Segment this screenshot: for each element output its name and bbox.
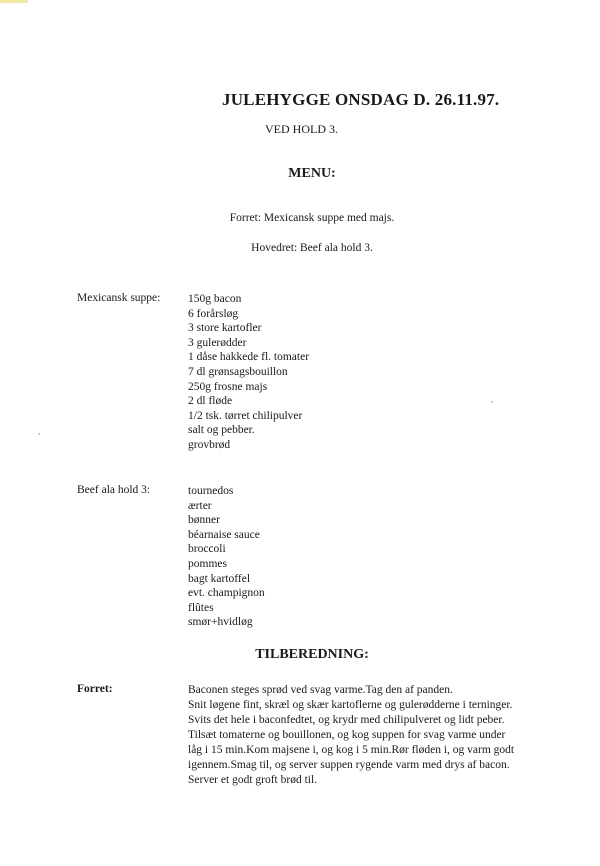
ingredient-item: 7 dl grønsagsbouillon bbox=[188, 365, 288, 378]
document-title: JULEHYGGE ONSDAG D. 26.11.97. bbox=[222, 90, 500, 109]
ingredient-list bbox=[188, 484, 265, 630]
scan-speck bbox=[38, 433, 40, 435]
ingredient-item: broccoli bbox=[188, 543, 226, 556]
ingredient-item: 2 dl fløde bbox=[188, 395, 233, 408]
ingredient-item: bagt kartoffel bbox=[188, 572, 251, 585]
ingredient-item: tournedos bbox=[188, 485, 234, 497]
ingredient-item: 1 dåse hakkede fl. tomater bbox=[188, 351, 310, 364]
menu-main-course: Hovedret: Beef ala hold 3. bbox=[251, 242, 373, 254]
ingredient-list bbox=[188, 292, 309, 453]
ingredient-item: pommes bbox=[188, 557, 227, 570]
scan-edge-mark bbox=[0, 0, 28, 3]
ingredient-item: 250g frosne majs bbox=[188, 380, 268, 393]
ingredient-item: 3 store kartofler bbox=[188, 322, 262, 335]
preparation-line: låg i 15 min.Kom majsene i, og kog i 5 min.Rør fløden i, og varm godt bbox=[188, 744, 515, 756]
ingredient-item: ærter bbox=[188, 499, 212, 512]
preparation-line: Snit løgene fint, skræl og skær kartoflerne og gulerødderne i terninger. bbox=[188, 699, 513, 711]
ingredient-item: smør+hvidløg bbox=[188, 616, 253, 629]
menu-heading: MENU: bbox=[288, 166, 336, 181]
ingredient-item: 6 forårsløg bbox=[188, 307, 239, 320]
scan-speck bbox=[491, 401, 493, 403]
recipe-label: Mexicansk suppe: bbox=[77, 292, 161, 304]
ingredient-item: 150g bacon bbox=[188, 293, 242, 305]
preparation-line: Server et godt groft brød til. bbox=[188, 774, 318, 786]
preparation-line: Svits det hele i baconfedtet, og krydr med chilipulveret og lidt peber. bbox=[188, 714, 505, 726]
recipe-label: Beef ala hold 3: bbox=[77, 484, 151, 496]
preparation-line: Baconen steges sprød ved svag varme.Tag den af panden. bbox=[188, 684, 453, 696]
document-subtitle: VED HOLD 3. bbox=[265, 122, 338, 136]
preparation-step-text bbox=[188, 683, 514, 788]
ingredient-item: evt. champignon bbox=[188, 587, 265, 600]
preparation-line: igennem.Smag til, og server suppen rygende varm med drys af bacon. bbox=[188, 759, 510, 771]
ingredient-item: béarnaise sauce bbox=[188, 528, 260, 541]
preparation-heading: TILBEREDNING: bbox=[255, 647, 369, 662]
preparation-line: Tilsæt tomaterne og bouillonen, og kog suppen for svag varme under bbox=[188, 729, 506, 741]
ingredient-item: 1/2 tsk. tørret chilipulver bbox=[188, 409, 303, 422]
ingredient-item: 3 gulerødder bbox=[188, 336, 247, 349]
ingredient-item: flûtes bbox=[188, 601, 214, 614]
ingredient-item: grovbrød bbox=[188, 438, 231, 451]
ingredient-item: salt og pebber. bbox=[188, 424, 255, 437]
ingredient-item: bønner bbox=[188, 514, 220, 527]
menu-starter: Forret: Mexicansk suppe med majs. bbox=[229, 212, 395, 224]
preparation-step-label: Forret: bbox=[77, 683, 113, 695]
